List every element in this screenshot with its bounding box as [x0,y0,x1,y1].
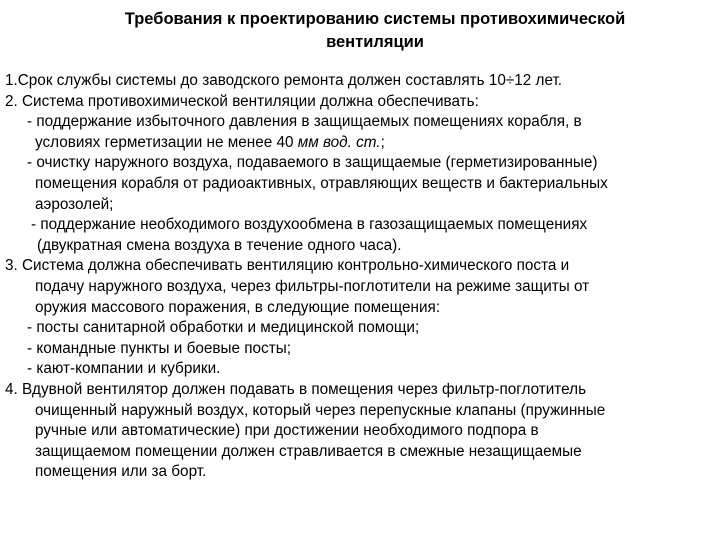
text-line: - поддержание избыточного давления в защищаемых помещениях корабля, в [27,113,582,131]
text-line: аэрозолей; [35,195,114,213]
title-line-1: Требования к проектированию системы противохимической [124,10,626,28]
text-line: - кают-компании и кубрики. [27,360,221,378]
text-line: помещения корабля от радиоактивных, отравляющих веществ и бактериальных [35,174,608,192]
text-line [5,133,717,154]
text-line: оружия массового поражения, в следующие помещения: [35,298,441,316]
text-line: подачу наружного воздуха, через фильтры-поглотители на режиме защиты от [35,277,590,295]
requirements-text [5,71,717,483]
text-line: очищенный наружный воздух, который через перепускные клапаны (пружинные [35,401,606,419]
text-segment: ; [380,133,385,151]
text-line: ручные или автоматические) при достижении необходимого подпора в [35,422,539,440]
title-line-2: вентиляции [326,33,424,51]
text-segment: условиях герметизации не менее 40 [35,133,298,151]
text-line: - очистку наружного воздуха, подаваемого в защищаемые (герметизированные) [27,154,598,172]
text-line: защищаемом помещении должен стравливается в смежные незащищаемые [35,442,582,460]
text-line: 2. Система противохимической вентиляции должна обеспечивать: [5,92,479,110]
text-line: (двукратная смена воздуха в течение одного часа). [37,236,402,254]
text-line: - поддержание необходимого воздухообмена в газозащищаемых помещениях [31,216,588,234]
unit-text: мм вод. ст. [297,133,381,151]
page-title [40,8,710,54]
text-line: - посты санитарной обработки и медицинской помощи; [27,319,420,337]
text-line: 1.Срок службы системы до заводского ремонта должен составлять 10÷12 лет. [5,72,563,89]
text-line: 4. Вдувной вентилятор должен подавать в помещения через фильтр-поглотитель [5,380,587,398]
text-line: 3. Система должна обеспечивать вентиляцию контрольно-химического поста и [5,257,570,275]
text-line: помещения или за борт. [35,463,207,481]
text-line: - командные пункты и боевые посты; [27,339,291,357]
